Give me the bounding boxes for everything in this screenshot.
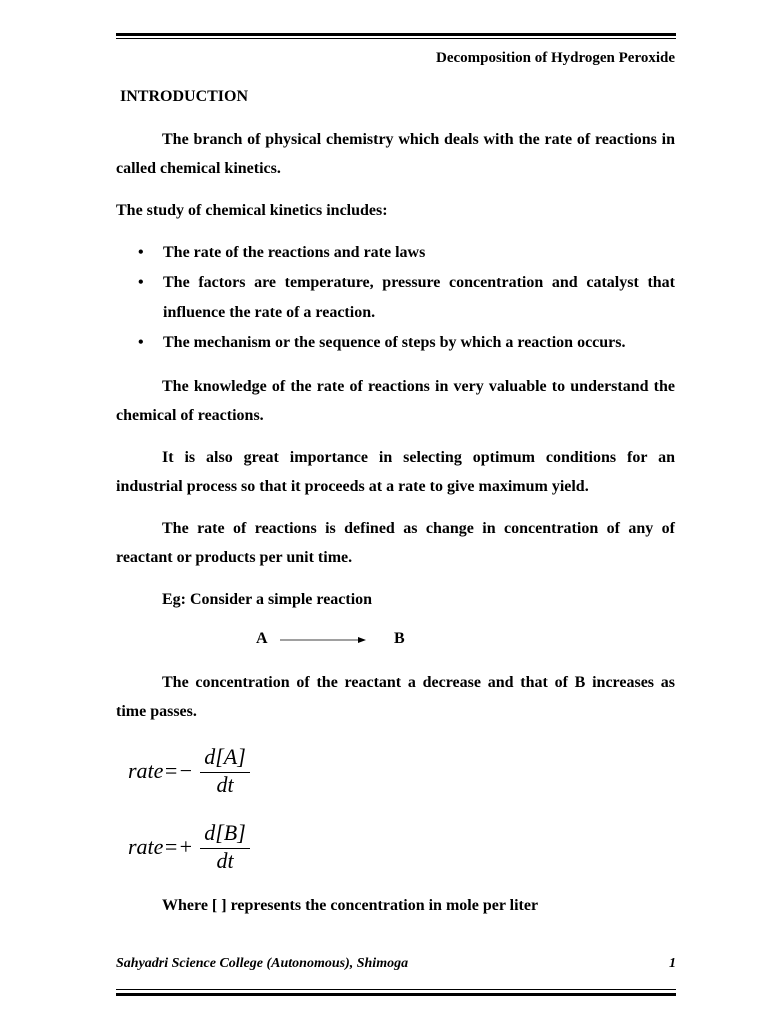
footer-college-name: Sahyadri Science College (Autonomous), Shimoga — [116, 956, 409, 971]
list-item — [116, 328, 675, 358]
list-item-text: The rate of the reactions and rate laws — [163, 244, 426, 261]
list-item-text: The factors are temperature, pressure concentration and catalyst that influence the rate of a reaction. — [163, 274, 675, 321]
footer-rule-thin — [116, 989, 676, 990]
section-heading: INTRODUCTION — [120, 88, 249, 105]
list-item — [116, 268, 675, 328]
equation-denominator: dt — [216, 848, 234, 873]
product-label: B — [394, 630, 405, 647]
rate-equation-reactant — [128, 744, 288, 800]
bullet-icon: • — [138, 334, 144, 351]
reaction-scheme — [116, 630, 676, 654]
page-footer — [116, 956, 676, 972]
bullet-icon: • — [138, 274, 144, 291]
equation-lhs: rate=− — [128, 758, 194, 783]
header-rule-thin — [116, 38, 676, 39]
reaction-arrow-icon — [280, 634, 370, 646]
kinetics-bullet-list — [116, 238, 675, 358]
equation-numerator: d[A] — [204, 744, 246, 769]
header-rule-thick — [116, 33, 676, 36]
list-item-text: The mechanism or the sequence of steps by which a reaction occurs. — [163, 334, 626, 351]
paragraph-rate-definition: The rate of reactions is defined as change in concentration of any of reactant or products per unit time. — [116, 520, 675, 566]
running-header-title: Decomposition of Hydrogen Peroxide — [435, 50, 675, 66]
paragraph-importance: It is also great importance in selecting optimum conditions for an industrial process so that it proceeds at a rate to give maximum yield. — [116, 449, 675, 495]
page-number: 1 — [669, 956, 676, 971]
equation-lhs: rate=+ — [128, 834, 194, 859]
reactant-label: A — [256, 630, 268, 647]
paragraph-study-includes: The study of chemical kinetics includes: — [116, 202, 388, 219]
bullet-icon: • — [138, 244, 144, 261]
paragraph-knowledge: The knowledge of the rate of reactions in very valuable to understand the chemical of reactions. — [116, 378, 675, 424]
footer-rule-thick — [116, 993, 676, 996]
paragraph-bracket-note: Where [ ] represents the concentration in mole per liter — [162, 897, 539, 914]
list-item — [116, 238, 675, 268]
rate-equation-product — [128, 820, 288, 876]
equation-numerator: d[B] — [204, 820, 246, 845]
paragraph-concentration-change: The concentration of the reactant a decrease and that of B increases as time passes. — [116, 674, 675, 720]
paragraph-example: Eg: Consider a simple reaction — [162, 591, 373, 608]
equation-denominator: dt — [216, 772, 234, 797]
paragraph-definition: The branch of physical chemistry which deals with the rate of reactions in called chemical kinetics. — [116, 131, 675, 177]
